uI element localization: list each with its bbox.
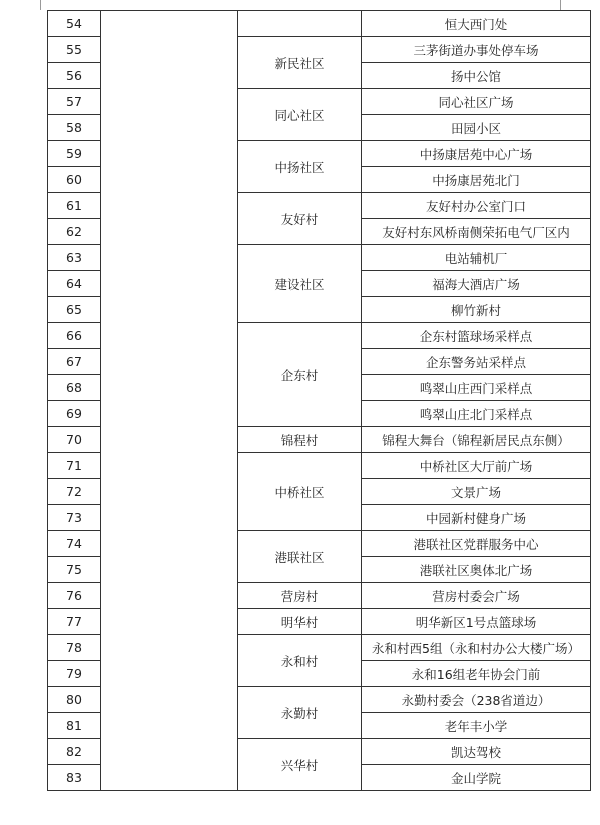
row-number-cell: 73: [48, 505, 101, 531]
community-cell: 友好村: [238, 193, 362, 245]
sampling-site-cell: 永和16组老年协会门前: [362, 661, 591, 687]
row-number-cell: 61: [48, 193, 101, 219]
community-cell: 锦程村: [238, 427, 362, 453]
sampling-site-cell: 友好村东风桥南侧荣拓电气厂区内: [362, 219, 591, 245]
row-number-cell: 68: [48, 375, 101, 401]
sampling-site-cell: 老年丰小学: [362, 713, 591, 739]
sampling-site-cell: 中园新村健身广场: [362, 505, 591, 531]
row-number-cell: 65: [48, 297, 101, 323]
row-number-cell: 67: [48, 349, 101, 375]
sampling-site-cell: 企东警务站采样点: [362, 349, 591, 375]
community-cell: 新民社区: [238, 37, 362, 89]
row-number-cell: 82: [48, 739, 101, 765]
page-corner-right: [560, 0, 561, 10]
row-number-cell: 62: [48, 219, 101, 245]
row-number-cell: 80: [48, 687, 101, 713]
sampling-site-cell: 恒大西门处: [362, 11, 591, 37]
community-cell: 同心社区: [238, 89, 362, 141]
row-number-cell: 83: [48, 765, 101, 791]
sampling-site-cell: 企东村篮球场采样点: [362, 323, 591, 349]
sampling-site-cell: 港联社区奥体北广场: [362, 557, 591, 583]
community-cell: 明华村: [238, 609, 362, 635]
row-number-cell: 58: [48, 115, 101, 141]
row-number-cell: 63: [48, 245, 101, 271]
sampling-site-cell: 三茅街道办事处停车场: [362, 37, 591, 63]
sampling-site-cell: 鸣翠山庄西门采样点: [362, 375, 591, 401]
community-cell: 永勤村: [238, 687, 362, 739]
sampling-site-cell: 文景广场: [362, 479, 591, 505]
community-cell: 企东村: [238, 323, 362, 427]
row-number-cell: 70: [48, 427, 101, 453]
row-number-cell: 64: [48, 271, 101, 297]
sampling-site-cell: 友好村办公室门口: [362, 193, 591, 219]
sampling-site-cell: 同心社区广场: [362, 89, 591, 115]
community-cell: 港联社区: [238, 531, 362, 583]
sampling-site-cell: 鸣翠山庄北门采样点: [362, 401, 591, 427]
row-number-cell: 75: [48, 557, 101, 583]
community-cell: 兴华村: [238, 739, 362, 791]
sampling-site-cell: 中桥社区大厅前广场: [362, 453, 591, 479]
sampling-site-cell: 中扬康居苑中心广场: [362, 141, 591, 167]
row-number-cell: 79: [48, 661, 101, 687]
sampling-site-cell: 永勤村委会（238省道边）: [362, 687, 591, 713]
row-number-cell: 78: [48, 635, 101, 661]
sampling-sites-table: [47, 10, 591, 791]
row-number-cell: 72: [48, 479, 101, 505]
page-corner-left: [40, 0, 41, 10]
row-number-cell: 56: [48, 63, 101, 89]
sampling-site-cell: 明华新区1号点篮球场: [362, 609, 591, 635]
sampling-site-cell: 营房村委会广场: [362, 583, 591, 609]
row-number-cell: 69: [48, 401, 101, 427]
row-number-cell: 57: [48, 89, 101, 115]
sampling-site-cell: 锦程大舞台（锦程新居民点东侧）: [362, 427, 591, 453]
row-number-cell: 71: [48, 453, 101, 479]
sampling-site-cell: 中扬康居苑北门: [362, 167, 591, 193]
row-number-cell: 54: [48, 11, 101, 37]
street-cell: [101, 11, 238, 791]
sampling-site-cell: 电站辅机厂: [362, 245, 591, 271]
community-cell: 永和村: [238, 635, 362, 687]
sampling-site-cell: 永和村西5组（永和村办公大楼广场）: [362, 635, 591, 661]
sampling-site-cell: 柳竹新村: [362, 297, 591, 323]
community-cell: 中扬社区: [238, 141, 362, 193]
row-number-cell: 55: [48, 37, 101, 63]
sampling-site-cell: 凯达驾校: [362, 739, 591, 765]
row-number-cell: 66: [48, 323, 101, 349]
sampling-site-cell: 扬中公馆: [362, 63, 591, 89]
sampling-site-cell: 金山学院: [362, 765, 591, 791]
sampling-site-cell: 福海大酒店广场: [362, 271, 591, 297]
community-cell: 中桥社区: [238, 453, 362, 531]
sampling-site-cell: 田园小区: [362, 115, 591, 141]
row-number-cell: 81: [48, 713, 101, 739]
row-number-cell: 59: [48, 141, 101, 167]
row-number-cell: 74: [48, 531, 101, 557]
row-number-cell: 77: [48, 609, 101, 635]
community-cell: [238, 11, 362, 37]
community-cell: 建设社区: [238, 245, 362, 323]
row-number-cell: 76: [48, 583, 101, 609]
table-row: [48, 11, 591, 37]
sampling-site-cell: 港联社区党群服务中心: [362, 531, 591, 557]
row-number-cell: 60: [48, 167, 101, 193]
community-cell: 营房村: [238, 583, 362, 609]
